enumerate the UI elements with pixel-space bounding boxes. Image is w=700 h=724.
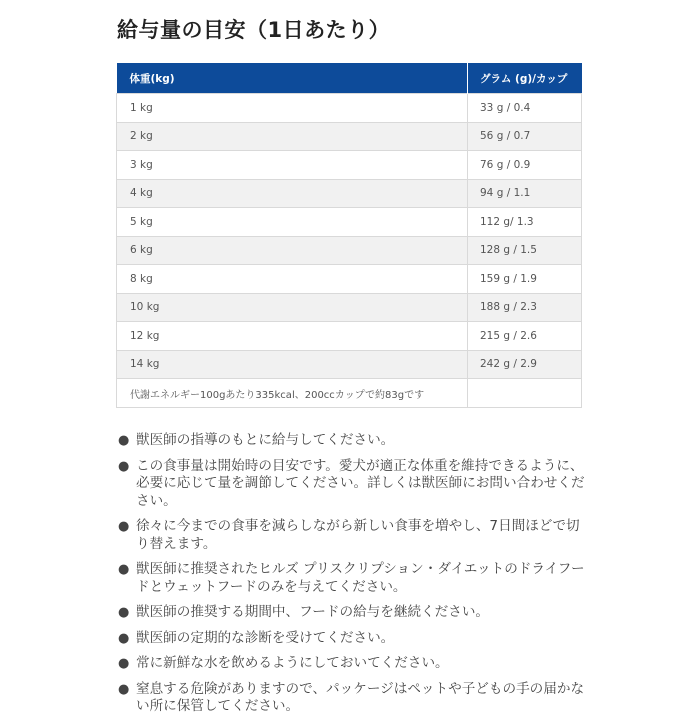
amount-cell: 76 g / 0.9 [468, 151, 582, 180]
weight-cell: 2 kg [117, 122, 468, 151]
list-item-text: 徐々に今までの食事を減らしながら新しい食事を増やし、7日間ほどで切り替えます。 [136, 518, 580, 552]
table-row [117, 293, 582, 322]
list-item [118, 432, 588, 450]
weight-cell: 5 kg [117, 208, 468, 237]
weight-cell: 3 kg [117, 151, 468, 180]
amount-cell: 56 g / 0.7 [468, 122, 582, 151]
bullet-icon: ● [118, 562, 130, 577]
bullet-icon: ● [118, 458, 130, 474]
amount-cell: 33 g / 0.4 [468, 94, 582, 123]
feeding-table [116, 63, 582, 408]
list-item-text: 獣医師に推奨されたヒルズ プリスクリプション・ダイエットのドライフードとウェットフードのみを与えてください。 [136, 561, 585, 595]
list-item [118, 518, 588, 553]
list-item-text: 常に新鮮な水を飲めるようにしておいてください。 [136, 655, 449, 671]
list-item-text: 獣医師の指導のもとに給与してください。 [136, 432, 395, 448]
table-row [117, 122, 582, 151]
bullet-icon: ● [118, 519, 130, 534]
weight-cell: 4 kg [117, 179, 468, 208]
amount-cell: 128 g / 1.5 [468, 236, 582, 265]
list-item [118, 604, 588, 622]
amount-cell: 94 g / 1.1 [468, 179, 582, 208]
weight-cell: 6 kg [117, 236, 468, 265]
list-item [118, 561, 588, 596]
instructions-list [118, 432, 588, 724]
list-item-text: この食事量は開始時の目安です。愛犬が適正な体重を維持できるように、必要に応じて量を調節してください。詳しくは獣医師にお問い合わせください。 [136, 457, 585, 509]
list-item [118, 655, 588, 673]
list-item-text: 獣医師の推奨する期間中、フードの給与を継続ください。 [136, 604, 490, 620]
weight-cell: 8 kg [117, 265, 468, 294]
weight-cell: 12 kg [117, 322, 468, 351]
list-item [118, 630, 588, 648]
amount-cell: 215 g / 2.6 [468, 322, 582, 351]
amount-cell: 112 g/ 1.3 [468, 208, 582, 237]
list-item-text: 獣医師の定期的な診断を受けてください。 [136, 629, 395, 646]
header-grams-cups: グラム (g)/カップ [468, 63, 582, 94]
table-row [117, 322, 582, 351]
table-row [117, 94, 582, 123]
amount-cell: 188 g / 2.3 [468, 293, 582, 322]
table-row [117, 350, 582, 379]
amount-cell: 159 g / 1.9 [468, 265, 582, 294]
list-item [118, 681, 588, 716]
weight-cell: 1 kg [117, 94, 468, 123]
list-item [118, 458, 588, 511]
header-weight: 体重(kg) [117, 63, 468, 94]
weight-cell: 10 kg [117, 293, 468, 322]
table-row [117, 151, 582, 180]
bullet-icon: ● [118, 656, 130, 671]
amount-cell: 242 g / 2.9 [468, 350, 582, 379]
table-note-row [117, 379, 582, 408]
empty-cell [468, 379, 582, 408]
table-row [117, 265, 582, 294]
bullet-icon: ● [118, 605, 130, 620]
weight-cell: 14 kg [117, 350, 468, 379]
table-row [117, 179, 582, 208]
bullet-icon: ● [118, 630, 130, 646]
table-row [117, 208, 582, 237]
energy-note: 代謝エネルギー100gあたり335kcal、200ccカップで約83gです [117, 379, 468, 408]
page-title: 給与量の目安（1日あたり） [117, 18, 391, 42]
bullet-icon: ● [118, 681, 130, 697]
bullet-icon: ● [118, 433, 130, 448]
list-item-text: 窒息する危険がありますので、パッケージはペットや子どもの手の届かない所に保管してください。 [136, 680, 585, 714]
table-header-row [117, 63, 582, 94]
table-row [117, 236, 582, 265]
